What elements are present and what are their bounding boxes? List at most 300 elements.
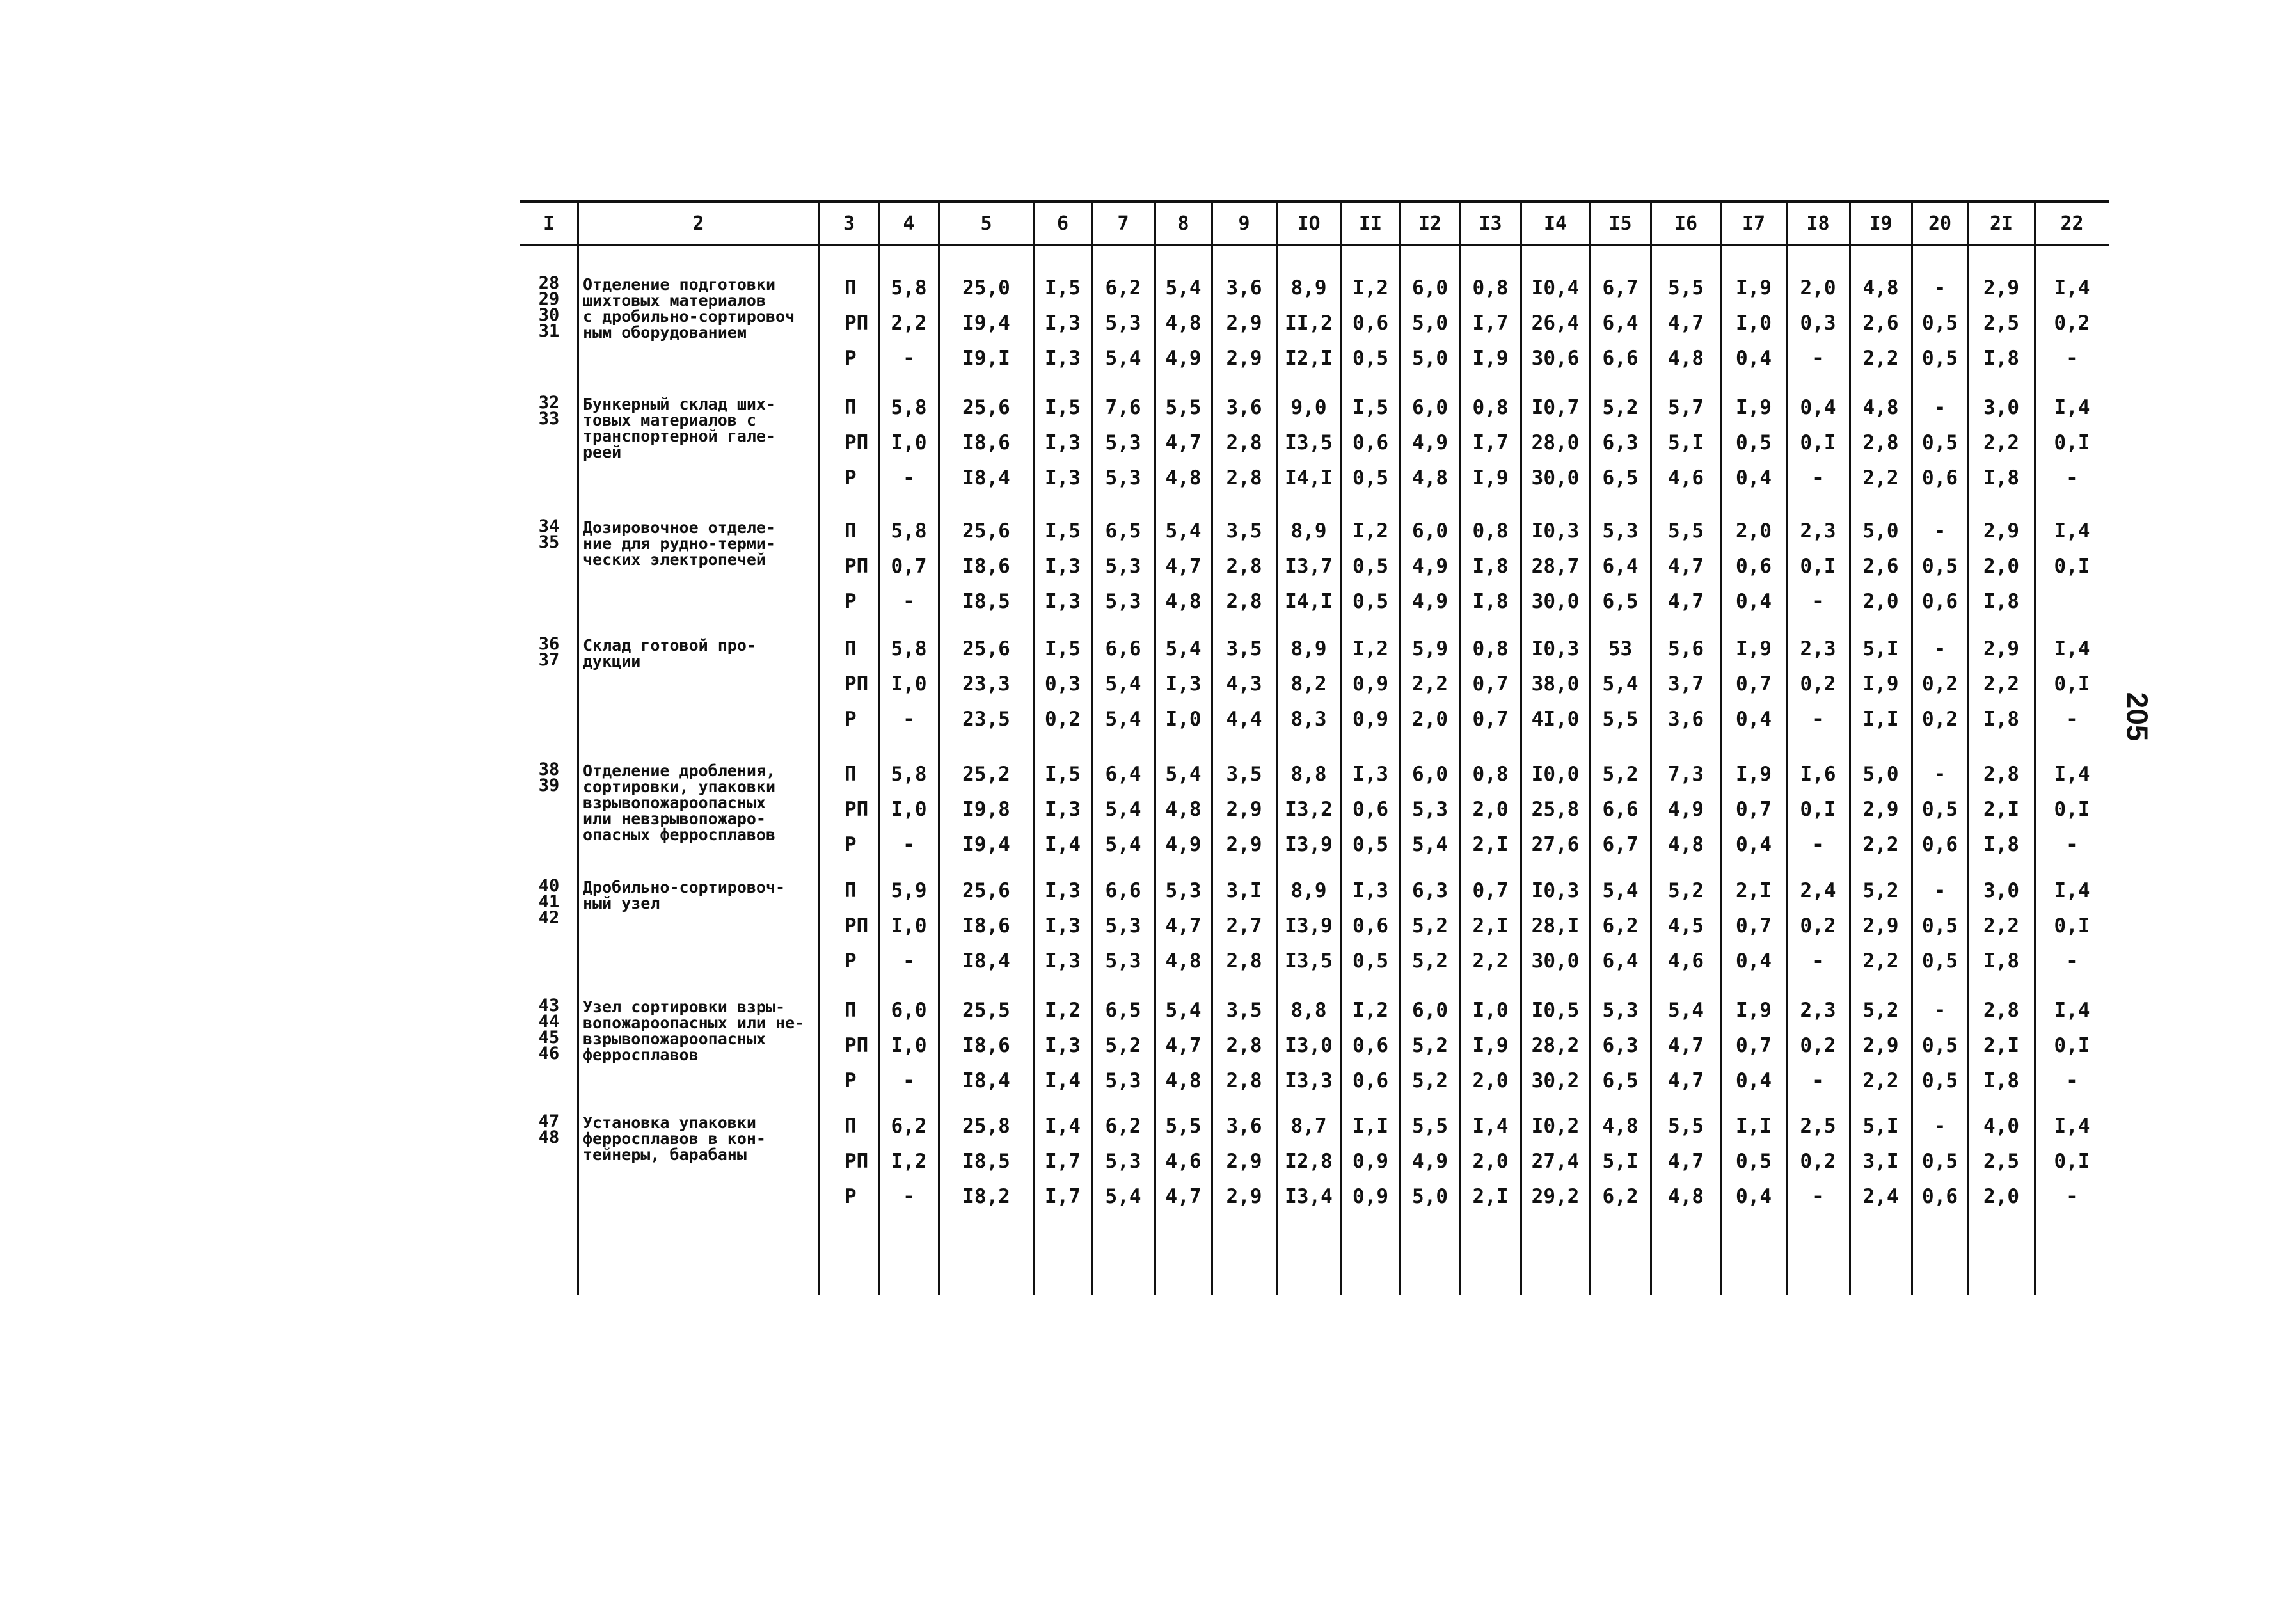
table-cell: 4,7 [1668, 555, 1704, 578]
table-cell: 2,6 [1862, 555, 1899, 578]
table-cell: 6,6 [1602, 798, 1639, 821]
table-cell: 25,6 [962, 520, 1010, 543]
table-cell: 3,0 [1983, 879, 2019, 902]
table-cell: 2,I [1472, 833, 1509, 856]
table-cell: 4,6 [1165, 1150, 1202, 1173]
operating-mode: РП [845, 1150, 869, 1173]
operating-mode: РП [845, 673, 869, 696]
table-cell: 0,7 [1472, 708, 1509, 731]
page-number-text: 205 [2120, 692, 2154, 742]
table-cell: I0,5 [1531, 999, 1580, 1022]
table-cell: 2,2 [1472, 950, 1509, 973]
column-header: II [1358, 212, 1383, 235]
table-cell: 2,0 [1472, 1150, 1509, 1173]
row-number: 45 [538, 1028, 560, 1047]
table-cell: 3,5 [1226, 637, 1262, 660]
table-cell: I,I [1353, 1115, 1388, 1138]
table-cell: 6,2 [1602, 914, 1639, 937]
table-cell: I,4 [2054, 637, 2090, 660]
table-cell: 25,0 [962, 276, 1010, 299]
table-cell: I2,8 [1285, 1150, 1333, 1173]
table-cell: 3,5 [1226, 763, 1262, 786]
table-cell: 0,8 [1472, 637, 1509, 660]
table-cell: I,8 [1983, 1069, 2019, 1092]
operating-mode: Р [845, 1185, 857, 1208]
table-cell: 4,8 [1165, 466, 1202, 490]
table-cell: 3,6 [1668, 708, 1704, 731]
table-cell: 0,6 [1353, 431, 1388, 454]
table-cell: 3,I [1226, 879, 1262, 902]
table-cell: 5,3 [1105, 590, 1141, 613]
table-cell: 6,3 [1602, 431, 1639, 454]
table-cell: 6,2 [1105, 1115, 1141, 1138]
table-cell: 8,2 [1290, 673, 1327, 696]
table-cell: I,9 [1736, 999, 1772, 1022]
table-row-group [520, 878, 2109, 993]
column-header: 2 [692, 212, 704, 235]
table-cell: 2,I [1983, 798, 2019, 821]
column-header: I8 [1806, 212, 1830, 235]
table-cell: I,3 [1045, 312, 1081, 335]
table-cell: 8,9 [1290, 520, 1327, 543]
table-cell: I,9 [1472, 1034, 1509, 1057]
table-row-group [520, 518, 2109, 633]
table-cell: 0,2 [2054, 312, 2090, 335]
table-cell: 5,4 [1105, 708, 1141, 731]
table-cell: 5,2 [1105, 1034, 1141, 1057]
column-header: I2 [1418, 212, 1442, 235]
table-cell: 2,3 [1800, 999, 1836, 1022]
table-cell: I,0 [1472, 999, 1509, 1022]
table-cell: 2,5 [1983, 312, 2019, 335]
table-cell: 4,7 [1165, 555, 1202, 578]
table-cell: 23,5 [962, 708, 1010, 731]
table-cell: I,3 [1045, 555, 1081, 578]
table-cell: 5,4 [1165, 763, 1202, 786]
row-number: 46 [538, 1044, 560, 1063]
row-number: 41 [538, 892, 560, 912]
table-cell: 4,8 [1668, 833, 1704, 856]
table-cell: 0,5 [1922, 1034, 1958, 1057]
data-table [520, 200, 2109, 1295]
table-cell: 6,0 [891, 999, 927, 1022]
table-cell: 2,3 [1800, 520, 1836, 543]
table-cell: I8,5 [962, 1150, 1010, 1173]
column-header: I5 [1608, 212, 1632, 235]
table-cell: 0,2 [1045, 708, 1081, 731]
table-cell: 4,8 [1412, 466, 1448, 490]
table-cell: 0,4 [1736, 1185, 1772, 1208]
table-cell: - [1812, 590, 1824, 613]
table-cell: 5,2 [1602, 763, 1639, 786]
table-cell: I0,4 [1531, 276, 1580, 299]
table-cell: 2,6 [1862, 312, 1899, 335]
table-cell: 28,I [1531, 914, 1580, 937]
table-cell: 5,3 [1602, 999, 1639, 1022]
table-cell: 5,0 [1862, 763, 1899, 786]
table-cell: 2,0 [1983, 1185, 2019, 1208]
table-cell: 5,2 [1412, 950, 1448, 973]
table-cell: I,3 [1045, 950, 1081, 973]
table-cell: 2,I [1736, 879, 1772, 902]
table-cell: I,4 [1045, 1069, 1081, 1092]
table-cell: I,5 [1353, 396, 1388, 419]
table-cell: 5,3 [1105, 431, 1141, 454]
table-cell: 2,2 [1983, 673, 2019, 696]
column-header: 3 [843, 212, 855, 235]
table-cell: I,3 [1045, 1034, 1081, 1057]
row-numbers [520, 275, 578, 339]
table-cell: I4,I [1285, 466, 1333, 490]
table-cell: 4,9 [1412, 555, 1448, 578]
row-numbers [520, 998, 578, 1062]
table-cell: I,I [1736, 1115, 1772, 1138]
table-cell: 2,0 [1412, 708, 1448, 731]
table-cell: 5,3 [1105, 1069, 1141, 1092]
table-cell: I8,4 [962, 950, 1010, 973]
table-cell: 5,3 [1105, 1150, 1141, 1173]
table-cell: 0,6 [1922, 466, 1958, 490]
table-cell: I,4 [2054, 879, 2090, 902]
table-cell: 2,2 [1862, 1069, 1899, 1092]
row-number: 33 [538, 409, 560, 429]
table-cell: 4,9 [1412, 1150, 1448, 1173]
table-cell: 3,5 [1226, 999, 1262, 1022]
table-cell: I,I [1862, 708, 1899, 731]
table-cell: 5,3 [1105, 555, 1141, 578]
table-cell: 9,0 [1290, 396, 1327, 419]
table-cell: 4,8 [1862, 276, 1899, 299]
table-cell: I,5 [1045, 276, 1081, 299]
table-cell: 25,2 [962, 763, 1010, 786]
table-cell: 0,5 [1922, 347, 1958, 370]
table-cell: 0,8 [1472, 396, 1509, 419]
table-cell: I,4 [2054, 276, 2090, 299]
row-numbers [520, 761, 578, 793]
column-header: I [543, 212, 555, 235]
column-header: 8 [1177, 212, 1189, 235]
table-cell: 0,5 [1736, 431, 1772, 454]
table-cell: 2,2 [1862, 833, 1899, 856]
table-cell: 6,0 [1412, 396, 1448, 419]
table-cell: 5,3 [1602, 520, 1639, 543]
table-cell: 2,0 [1983, 555, 2019, 578]
table-cell: 0,7 [891, 555, 927, 578]
table-cell: I,9 [1736, 637, 1772, 660]
table-cell: I0,3 [1531, 879, 1580, 902]
table-cell: 6,5 [1105, 520, 1141, 543]
table-cell: I,3 [1045, 347, 1081, 370]
column-header: I3 [1479, 212, 1502, 235]
section-description: Бункерный склад ших- товых материалов с транспортерной гале- реей [583, 395, 776, 461]
table-cell: 2,5 [1983, 1150, 2019, 1173]
table-cell: 5,5 [1165, 396, 1202, 419]
table-cell: I,3 [1045, 879, 1081, 902]
table-cell: - [903, 590, 915, 613]
table-cell: 4,7 [1668, 590, 1704, 613]
row-number: 34 [538, 516, 560, 536]
table-cell: I8,2 [962, 1185, 1010, 1208]
table-cell: I,8 [1472, 590, 1509, 613]
table-cell: 2,I [1472, 1185, 1509, 1208]
row-numbers [520, 518, 578, 550]
table-cell: 0,5 [1922, 312, 1958, 335]
table-cell: 4,3 [1226, 673, 1262, 696]
table-row-group [520, 998, 2109, 1113]
table-cell: I,0 [891, 1034, 927, 1057]
table-cell: 4,7 [1668, 1069, 1704, 1092]
table-cell: 4,7 [1668, 312, 1704, 335]
table-cell: 0,4 [1736, 708, 1772, 731]
table-cell: 2,8 [1226, 590, 1262, 613]
table-cell: 3,0 [1983, 396, 2019, 419]
row-numbers [520, 636, 578, 668]
table-cell: 5,7 [1668, 396, 1704, 419]
table-cell: - [1933, 879, 1946, 902]
table-cell: 5,4 [1602, 879, 1639, 902]
column-header: I7 [1742, 212, 1766, 235]
table-cell: 0,5 [1353, 833, 1388, 856]
table-cell: 2,0 [1800, 276, 1836, 299]
table-cell: - [2066, 1069, 2078, 1092]
table-cell: 6,5 [1105, 999, 1141, 1022]
table-cell: I,9 [1736, 396, 1772, 419]
table-cell: I8,6 [962, 431, 1010, 454]
table-cell: 8,8 [1290, 999, 1327, 1022]
table-cell: 4,6 [1668, 950, 1704, 973]
table-cell: 6,0 [1412, 999, 1448, 1022]
table-cell: 5,9 [891, 879, 927, 902]
table-cell: 0,2 [1800, 1034, 1836, 1057]
table-cell: I,4 [2054, 763, 2090, 786]
table-cell: 3,5 [1226, 520, 1262, 543]
table-cell: 5,I [1668, 431, 1704, 454]
table-cell: I4,I [1285, 590, 1333, 613]
table-cell: 6,3 [1412, 879, 1448, 902]
table-cell: 0,3 [1045, 673, 1081, 696]
operating-mode: Р [845, 708, 857, 731]
table-cell: - [1933, 763, 1946, 786]
table-cell: 2,4 [1800, 879, 1836, 902]
row-number: 43 [538, 996, 560, 1015]
table-cell: 30,0 [1531, 590, 1580, 613]
table-cell: 25,8 [962, 1115, 1010, 1138]
table-cell: 5,4 [1668, 999, 1704, 1022]
table-cell: 0,6 [1736, 555, 1772, 578]
table-cell: 5,2 [1668, 879, 1704, 902]
table-cell: I8,6 [962, 1034, 1010, 1057]
table-cell: - [2066, 347, 2078, 370]
table-cell: 5,3 [1105, 466, 1141, 490]
table-cell: 0,4 [1736, 466, 1772, 490]
table-cell: 2,5 [1800, 1115, 1836, 1138]
table-cell: 5,4 [1105, 1185, 1141, 1208]
table-cell: 0,5 [1353, 555, 1388, 578]
table-cell: 5,8 [891, 276, 927, 299]
table-cell: 5,5 [1668, 276, 1704, 299]
table-cell: 0,2 [1800, 673, 1836, 696]
table-cell: 0,I [2054, 673, 2090, 696]
table-cell: 0,8 [1472, 276, 1509, 299]
table-cell: 2,8 [1226, 1034, 1262, 1057]
table-cell: I,5 [1045, 396, 1081, 419]
table-cell: 0,5 [1922, 1150, 1958, 1173]
table-cell: 2,9 [1862, 798, 1899, 821]
table-cell: I9,4 [962, 833, 1010, 856]
table-cell: 2,8 [1226, 466, 1262, 490]
table-cell: I,0 [891, 914, 927, 937]
row-number: 39 [538, 776, 560, 795]
table-cell: 5,6 [1668, 637, 1704, 660]
table-cell: 0,7 [1736, 673, 1772, 696]
table-cell: I,8 [1472, 555, 1509, 578]
row-number: 31 [538, 321, 560, 341]
table-cell: 5,9 [1412, 637, 1448, 660]
table-cell: 0,7 [1472, 673, 1509, 696]
column-header: 22 [2060, 212, 2084, 235]
table-cell: 8,9 [1290, 276, 1327, 299]
table-cell: 0,7 [1736, 914, 1772, 937]
table-cell: 23,3 [962, 673, 1010, 696]
table-cell: 0,I [2054, 798, 2090, 821]
table-cell: 0,8 [1472, 763, 1509, 786]
table-cell: - [1812, 466, 1824, 490]
table-cell: 0,I [1800, 555, 1836, 578]
table-cell: 7,3 [1668, 763, 1704, 786]
table-cell: - [1812, 1185, 1824, 1208]
table-cell: 6,2 [1602, 1185, 1639, 1208]
operating-mode: П [845, 276, 857, 299]
table-cell: 5,3 [1412, 798, 1448, 821]
table-cell: I3,4 [1285, 1185, 1333, 1208]
table-cell: 28,7 [1531, 555, 1580, 578]
table-cell: 0,2 [1922, 708, 1958, 731]
table-cell: I8,4 [962, 1069, 1010, 1092]
table-cell: 5,3 [1105, 914, 1141, 937]
row-number: 30 [538, 305, 560, 325]
table-cell: - [1812, 1069, 1824, 1092]
table-cell: 0,5 [1922, 431, 1958, 454]
table-cell: 5,2 [1862, 879, 1899, 902]
table-cell: 0,5 [1353, 347, 1388, 370]
table-cell: 0,7 [1736, 1034, 1772, 1057]
table-cell: I8,6 [962, 914, 1010, 937]
table-cell: I,2 [1353, 999, 1388, 1022]
table-cell: I,4 [2054, 520, 2090, 543]
table-cell: - [903, 347, 915, 370]
table-cell: 5,4 [1105, 798, 1141, 821]
column-header: IO [1297, 212, 1321, 235]
column-header: 20 [1928, 212, 1952, 235]
operating-mode: П [845, 396, 857, 419]
table-row-group [520, 395, 2109, 510]
table-cell: I,8 [1983, 347, 2019, 370]
row-number: 28 [538, 273, 560, 293]
row-number: 36 [538, 634, 560, 654]
table-cell: 0,4 [1736, 347, 1772, 370]
table-cell: 5,4 [1602, 673, 1639, 696]
table-cell: I,7 [1472, 431, 1509, 454]
section-description: Дробильно-сортировоч- ный узел [583, 878, 786, 912]
operating-mode: РП [845, 312, 869, 335]
table-cell: 5,4 [1105, 673, 1141, 696]
table-cell: I,2 [891, 1150, 927, 1173]
table-cell: I2,I [1285, 347, 1333, 370]
column-header: I4 [1543, 212, 1568, 235]
column-header: I6 [1674, 212, 1698, 235]
table-cell: 6,5 [1602, 590, 1639, 613]
table-row-group [520, 275, 2109, 390]
table-cell: 5,5 [1668, 1115, 1704, 1138]
table-cell: 6,7 [1602, 276, 1639, 299]
table-cell: 5,5 [1412, 1115, 1448, 1138]
column-header: 7 [1117, 212, 1129, 235]
table-cell: - [1933, 637, 1946, 660]
table-cell: 0,I [2054, 914, 2090, 937]
table-cell: 38,0 [1531, 673, 1580, 696]
table-cell: 4,4 [1226, 708, 1262, 731]
table-cell: 30,2 [1531, 1069, 1580, 1092]
table-cell: I0,0 [1531, 763, 1580, 786]
table-cell: 6,0 [1412, 276, 1448, 299]
table-cell: 27,4 [1531, 1150, 1580, 1173]
table-cell: 4,8 [1165, 1069, 1202, 1092]
operating-mode: РП [845, 431, 869, 454]
table-cell: 4,9 [1412, 431, 1448, 454]
operating-mode: Р [845, 347, 857, 370]
table-cell: 26,4 [1531, 312, 1580, 335]
table-cell: 3,6 [1226, 396, 1262, 419]
table-cell: 6,6 [1602, 347, 1639, 370]
table-cell: I8,5 [962, 590, 1010, 613]
row-number: 44 [538, 1012, 560, 1031]
table-cell: 5,0 [1412, 1185, 1448, 1208]
table-cell: 30,0 [1531, 950, 1580, 973]
table-cell: 4,7 [1165, 431, 1202, 454]
table-cell: 0,5 [1736, 1150, 1772, 1173]
table-cell: 0,5 [1353, 950, 1388, 973]
operating-mode: П [845, 637, 857, 660]
table-cell: 6,5 [1602, 466, 1639, 490]
table-cell: - [2066, 833, 2078, 856]
table-cell: 5,5 [1165, 1115, 1202, 1138]
table-cell: - [903, 1185, 915, 1208]
table-cell: 4,7 [1165, 1185, 1202, 1208]
table-cell: 6,3 [1602, 1034, 1639, 1057]
table-cell: 0,7 [1736, 798, 1772, 821]
row-number: 42 [538, 908, 560, 928]
table-cell: I,8 [1983, 950, 2019, 973]
table-cell: 6,0 [1412, 763, 1448, 786]
table-cell: I,4 [2054, 999, 2090, 1022]
table-cell: 0,9 [1353, 1150, 1388, 1173]
table-cell: I,3 [1165, 673, 1202, 696]
table-cell: - [1812, 950, 1824, 973]
table-cell: I,0 [891, 431, 927, 454]
table-cell: 2,9 [1226, 1185, 1262, 1208]
table-cell: 2,8 [1862, 431, 1899, 454]
table-cell: 25,8 [1531, 798, 1580, 821]
table-cell: I0,2 [1531, 1115, 1580, 1138]
table-cell: 0,5 [1922, 555, 1958, 578]
table-cell: I3,5 [1285, 950, 1333, 973]
table-cell: 2,8 [1226, 555, 1262, 578]
operating-mode: РП [845, 555, 869, 578]
table-cell: 4I,0 [1531, 708, 1580, 731]
table-cell: 2,0 [1736, 520, 1772, 543]
table-cell: I,4 [1472, 1115, 1509, 1138]
table-cell: 0,5 [1353, 466, 1388, 490]
